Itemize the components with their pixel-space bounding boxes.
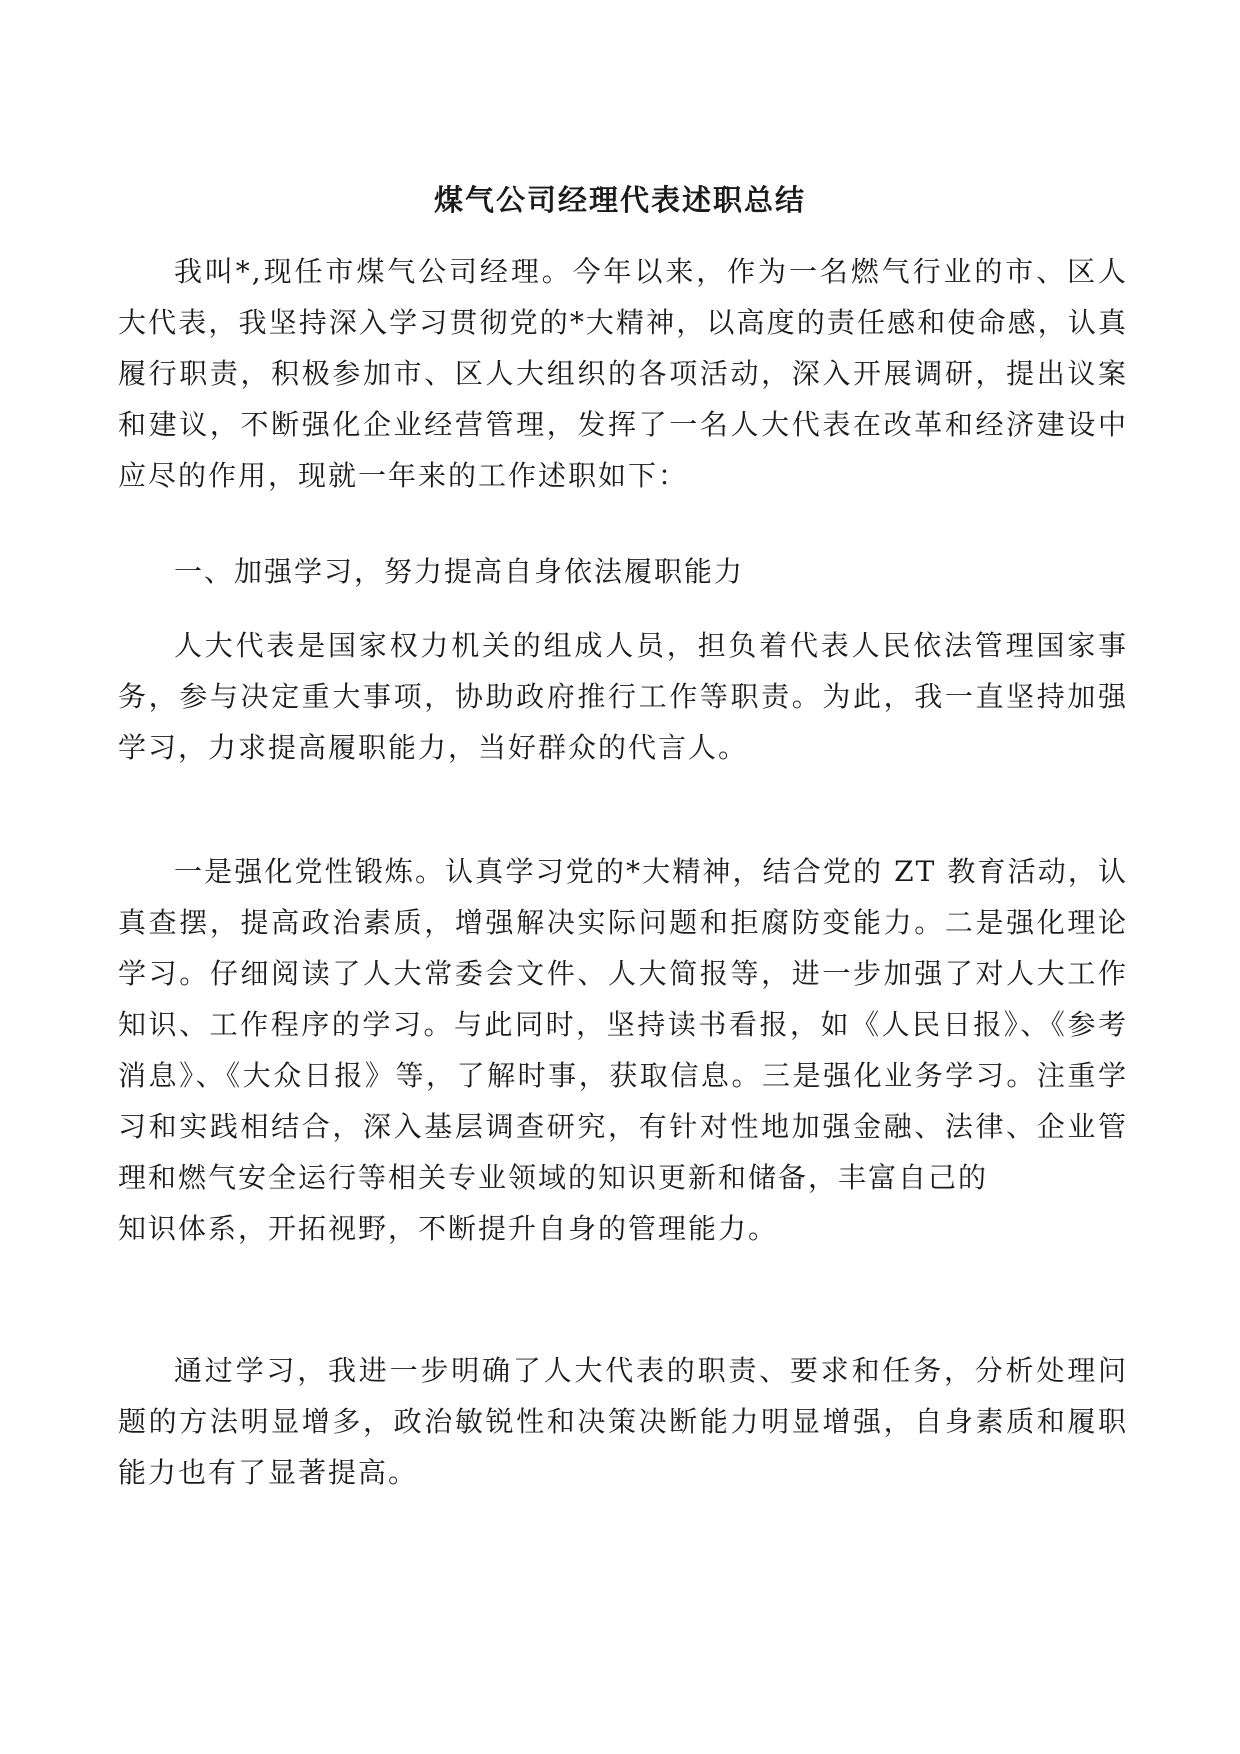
result-paragraph: 通过学习，我进一步明确了人大代表的职责、要求和任务，分析处理问题的方法明显增多，政治敏锐性和决策决断能力明显增强，自身素质和履职能力也有了显著提高。	[118, 1354, 1128, 1489]
study-paragraph-tail: 知识体系，开拓视野，不断提升自身的管理能力。	[118, 1212, 779, 1245]
duty-section	[118, 620, 1128, 773]
intro-section	[118, 246, 1128, 501]
study-paragraph: 一是强化党性锻炼。认真学习党的*大精神，结合党的 ZT 教育活动，认真查摆，提高政治素质，增强解决实际问题和拒腐防变能力。二是强化理论学习。仔细阅读了人大常委会文件、人大简报等，进一步加强了对人大工作知识、工作程序的学习。与此同时，坚持读书看报，如《人民日报》、《参考消息》、《大众日报》等，了解时事，获取信息。三是强化业务学习。注重学习和实践相结合，深入基层调查研究，有针对性地加强金融、法律、企业管理和燃气安全运行等相关专业领域的知识更新和储备，丰富自己的	[118, 855, 1128, 1194]
study-section	[118, 846, 1128, 1254]
section-heading-1	[118, 546, 1128, 597]
document-title: 煤气公司经理代表述职总结	[433, 183, 806, 217]
section-heading-text: 一、加强学习，努力提高自身依法履职能力	[174, 555, 745, 588]
result-section	[118, 1345, 1128, 1498]
intro-paragraph: 我叫*,现任市煤气公司经理。今年以来，作为一名燃气行业的市、区人大代表，我坚持深入学习贯彻党的*大精神，以高度的责任感和使命感，认真履行职责，积极参加市、区人大组织的各项活动，深入开展调研，提出议案和建议，不断强化企业经营管理，发挥了一名人大代表在改革和经济建设中应尽的作用，现就一年来的工作述职如下：	[118, 255, 1128, 492]
duty-paragraph: 人大代表是国家权力机关的组成人员，担负着代表人民依法管理国家事务，参与决定重大事项，协助政府推行工作等职责。为此，我一直坚持加强学习，力求提高履职能力，当好群众的代言人。	[118, 629, 1128, 764]
